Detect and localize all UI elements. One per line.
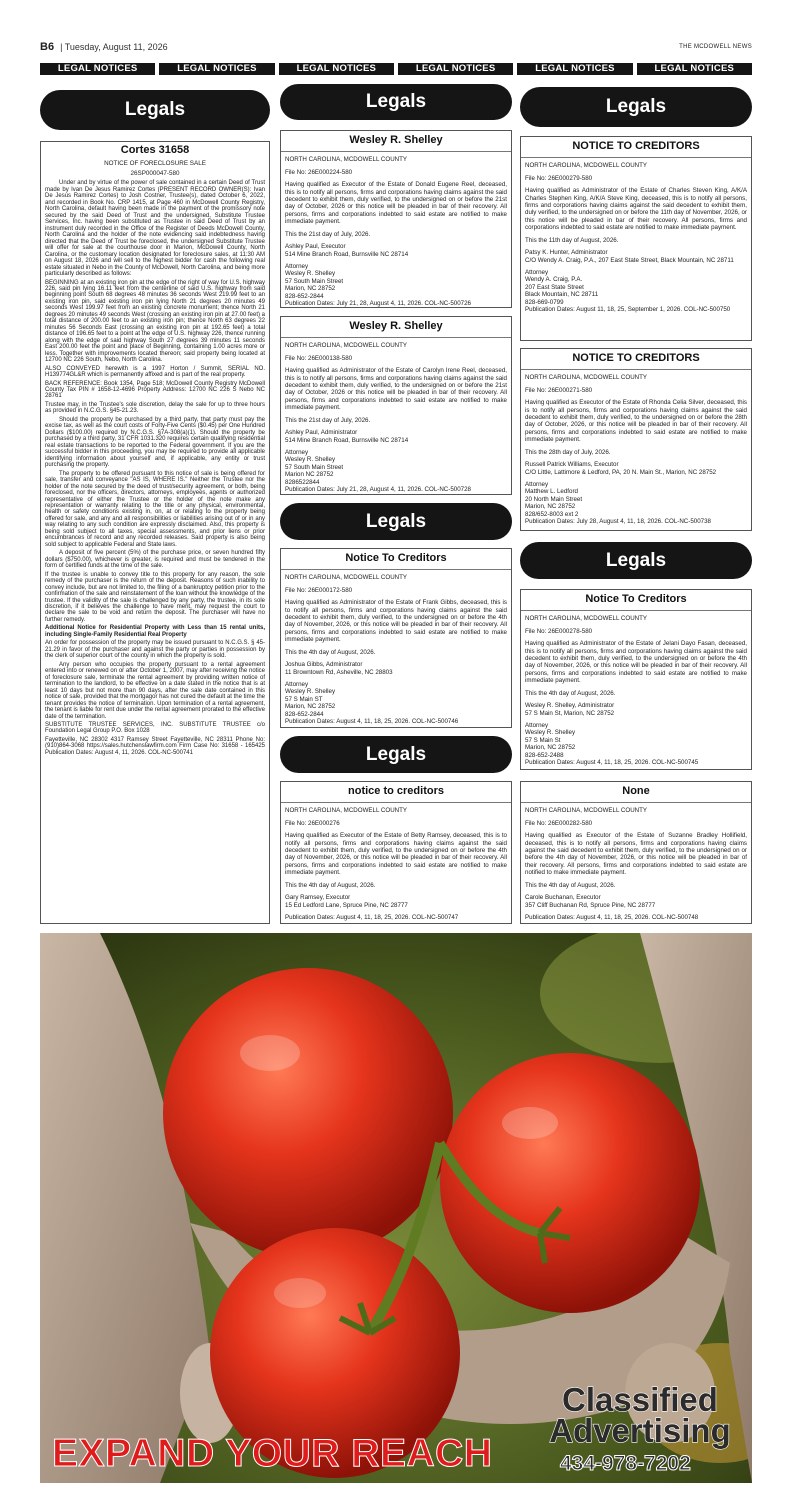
signer: Russell Patrick Williams, Executor: [525, 461, 619, 469]
publication-dates: Publication Dates: July 28, August 4, 11, 18, 2026. COL-NC-500738: [525, 518, 711, 526]
signer: Ashley Paul, Administrator: [285, 429, 358, 437]
attorney-label: Attorney: [285, 681, 309, 688]
attorney-phone: 828-669-0799: [525, 298, 564, 306]
notice-body: Having qualified as Executor of the Estate of Rhonda Celia Silver, deceased, this is to notify all persons, firms and corporations having claims against the said decedent to exhibit them, duly verified, to the undersigned on or before the 28th day of October, 2026, or this notice will be pleaded in bar of their recovery. All persons, firms and corporations indebted to said estate are notified to make immediate payment.: [525, 399, 747, 444]
signer: Carole Buchanan, Executor: [525, 894, 601, 902]
notice-paragraph: Any person who occupies the property pursuant to a rental agreement entered into or renewed on or after October 1, 2007, may after receiving the notice of foreclosure sale, terminate the rental agreement by providing written notice of termination to the landlord, to be effective on a date stated in the notice that is at least 10 days but not more than 90 days, after the sale date contained in this notice of sale, provided that the mortgagor has not cured the default at the time the tenant provides the notice of termination. Upon termination of a rental agreement, the tenant is liable for rent due under the rental agreement prorated to the effective date of the termination.: [45, 661, 265, 720]
attorney-address: 20 North Main Street: [525, 495, 583, 503]
file-number: File No: 26E000224-580: [285, 168, 353, 176]
notice-paragraph: ALSO CONVEYED herewith is a 1997 Horton / Summit, SERIAL NO. H139774GL&R which is permanently affixed and is part of the real property.: [45, 365, 265, 379]
ad-line: Classified: [562, 1381, 718, 1418]
signer-address: 57 S Main St, Marion, NC 28752: [525, 709, 615, 717]
legals-heading: Legals: [520, 87, 752, 127]
attorney-label: Attorney: [525, 722, 549, 729]
case-number: 26SP000047-580: [130, 169, 180, 177]
notice-date: This the 4th day of August, 2026.: [525, 881, 616, 889]
ad-tagline: EXPAND YOUR REACH: [52, 1432, 493, 1475]
notice-paragraph: Trustee may, in the Trustee's sole discretion, delay the sale for up to three hours as provided in N.C.G.S. §45-21.23.: [45, 401, 265, 415]
legals-heading: Legals: [40, 90, 270, 130]
notice-body: Having qualified as Executor of the Estate of Suzanne Bradley Hollifield, deceased, this is to notify all persons, firms and corporations having claims against the said decedent to exhibit them, duly verified, to the undersigned on or before the 4th day of November, 2026, or this notice will be pleaded in bar of their recovery. All persons, firms and corporations indebted to said estate are notified to make immediate payment.: [525, 832, 747, 877]
attorney-name: Wendy A. Craig, P.A.: [525, 276, 583, 284]
notice-body: Having qualified as Administrator of the Estate of Jelani Dayo Fasan, deceased, this is to notify all persons, firms and corporations having claims against the said decedent to exhibit them, duly verified, to the undersigned on or before the 4th day of November, 2026, or this notice will be pleaded in bar of their recovery. All persons, firms and corporations indebted to said estate are notified to make immediate payment.: [525, 640, 747, 685]
county-line: NORTH CAROLINA, MCDOWELL COUNTY: [285, 807, 408, 815]
section-bar: LEGAL NOTICES: [637, 63, 752, 75]
signer-address: 514 Mine Branch Road, Burnsville NC 28714: [285, 436, 409, 444]
notice-title: Wesley R. Shelley: [349, 134, 443, 146]
publication-dates: Publication Dates: July 21, 28, August 4, 11, 2026. COL-NC-500728: [285, 486, 471, 494]
file-number: File No: 26E000279-580: [525, 174, 593, 182]
page-header: [40, 40, 752, 54]
notice-paragraph: A deposit of five percent (5%) of the purchase price, or seven hundred fifty dollars ($750.00), whichever is greater, is required and must be tendered in the form of certified funds at the time of the sale.: [45, 550, 265, 570]
notice-title: NOTICE TO CREDITORS: [572, 352, 700, 364]
attorney-label: Attorney: [285, 263, 309, 270]
notice-date: This the 11th day of August, 2026.: [525, 236, 619, 244]
notice-body: Having qualified as Executor of the Estate of Donald Eugene Reel, deceased, this is to notify all persons, firms and corporations having claims against the said decedent to exhibit them, duly verified, to the undersigned on or before the 21st day of October, 2026 or this notice will be pleaded in bar of their recovery. All persons, firms and corporations indebted to said estate are notified to make immediate payment.: [285, 181, 507, 226]
notice-date: This the 4th day of August, 2026.: [285, 648, 376, 656]
notice-subtitle: NOTICE OF FORECLOSURE SALE: [104, 159, 206, 167]
file-number: File No: 26E000276: [285, 819, 340, 827]
attorney-label: Attorney: [525, 481, 549, 488]
notice-title: notice to creditors: [348, 785, 444, 797]
signer: Joshua Gibbs, Administrator: [285, 661, 363, 669]
notice-title: Notice To Creditors: [585, 593, 687, 605]
section-bar: LEGAL NOTICES: [40, 63, 155, 75]
notice-paragraph: Under and by virtue of the power of sale contained in a certain Deed of Trust made by Ivan De Jesus Ramirez Cortes (PRESENT RECORD OWNER(S): Ivan De Jesus Ramirez Cortes) to Josh Costner, Trustee(s), dated October 6, 2022, and recorded in Book No. CRP 1415, at Page 460 in McDowell County Registry, North Carolina, default having been made in the payment of the promissory note secured by the said Deed of Trust and the undersigned, Substitute Trustee Services, Inc. having been substituted as Trustee in said Deed of Trust by an instrument duly recorded in the Office of the Register of Deeds McDowell County, North Carolina and the holder of the note evidencing said indebtedness having directed that the Deed of Trust be foreclosed, the undersigned Substitute Trustee will offer for sale at the courthouse door in Marion, McDowell County, North Carolina, or the customary location designated for foreclosure sales, at 11:30 AM on August 18, 2026 and will sell to the highest bidder for cash the following real estate situated in Nebo in the County of McDowell, North Carolina, and being more particularly described as follows:: [45, 180, 265, 278]
notice-shelley-1: [280, 130, 512, 308]
county-line: NORTH CAROLINA, MCDOWELL COUNTY: [525, 374, 648, 382]
attorney-name: Wesley R. Shelley: [285, 688, 336, 696]
attorney-name: Wesley R. Shelley: [525, 729, 576, 737]
notice-date: This the 4th day of August, 2026.: [285, 881, 376, 889]
signer-address: 514 Mine Branch Road, Burnsville NC 28714: [285, 250, 409, 258]
notice-date: This the 21st day of July, 2026.: [285, 230, 371, 238]
attorney-address: 57 S Main ST: [285, 695, 323, 703]
notice-title: Wesley R. Shelley: [349, 320, 443, 332]
notice-paragraph: Additional Notice for Residential Property with Less than 15 rental units, including Single-Family Residential Real Property: [45, 625, 265, 638]
notice-body: Having qualified as Administrator of the Estate of Frank Gibbs, deceased, this is to notify all persons, firms and corporations having claims against the said decedent to exhibit them, duly verified, to the undersigned on or before the 4th day of November, 2026, or this notice will be pleaded in bar of their recovery. All persons, firms and corporations indebted to said estate are notified to make immediate payment.: [285, 599, 507, 644]
legals-heading: Legals: [280, 84, 512, 120]
attorney-phone: 828/652-8003 ext 2: [525, 510, 579, 518]
file-number: File No: 26E000172-580: [285, 586, 353, 594]
notice-body: Having qualified as Executor of the Estate of Betty Ramsey, deceased, this is to notify all persons, firms and corporations having claims against the said decedent to exhibit them, duly verified, to the undersigned on or before the 4th day of November, 2026, or this notice will be pleaded in bar of their recovery. All persons, firms and corporations indebted to said estate are notified to make immediate payment.: [285, 832, 507, 877]
ad-line: Advertising: [549, 1412, 731, 1449]
county-line: NORTH CAROLINA, MCDOWELL COUNTY: [285, 342, 408, 350]
notice-paragraph: An order for possession of the property may be issued pursuant to N.C.G.S. § 45-21.29 in favor of the purchaser and against the party or parties in possession by the clerk of superior court of the county in which the property is sold.: [45, 640, 265, 660]
file-number: File No: 26E000271-580: [525, 386, 593, 394]
notice-paragraph: BACK REFERENCE: Book 1354, Page 518; McDowell County Registry McDowell County Tax PIN # 1658-12-4696 Property Address: 12700 NC 226 S Nebo NC 28761: [45, 380, 265, 400]
signer-address: C/O Little, Lattimore & Ledford, PA, 20 N. Main St., Marion, NC 28752: [525, 468, 717, 476]
attorney-phone: 828-652-2488: [525, 751, 564, 759]
section-bar: LEGAL NOTICES: [159, 63, 274, 75]
attorney-name: Wesley R. Shelley: [285, 270, 336, 278]
attorney-address: 57 South Main Street: [285, 463, 344, 471]
signer-address: 15 Ed Ledford Lane, Spruce Pine, NC 28777: [285, 901, 408, 909]
notice-gibbs: [280, 548, 512, 728]
signer-address: 11 Browntown Rd, Asheville, NC 28803: [285, 668, 393, 676]
notice-shelley-2: [280, 316, 512, 495]
notice-paragraph: SUBSTITUTE TRUSTEE SERVICES, INC. SUBSTITUTE TRUSTEE c/o Foundation Legal Group P.O. Box 1028: [45, 721, 265, 735]
county-line: NORTH CAROLINA, MCDOWELL COUNTY: [285, 574, 408, 582]
file-number: File No: 26E000282-580: [525, 819, 593, 827]
notice-paragraph: Should the property be purchased by a third party, that party must pay the excise tax, as well as the court costs of Forty-Five Cents ($0.45) per One Hundred Dollars ($100.00) required by N.C.G.S. §7A-308(a)(1). Should the property be purchased by a third party, 31 CFR 1031.320 requires certain qualifying residential real estate transactions to be reported to the Federal government. If you are the successful bidder in this proceeding, you may be required to provide all applicable identifying information about yourself and, if applicable, any entity or trust purchasing the property.: [45, 416, 265, 469]
notice-king: [520, 136, 752, 341]
attorney-phone: 8286522844: [285, 478, 320, 486]
notice-paragraph: Fayetteville, NC 28302 4317 Ramsey Street Fayetteville, NC 28311 Phone No: (910)864-3068 https://sales.hutchenslawfirm.com Firm Case No: 31658 - 165425 Publication Dates: August 4, 11, 2026. COL-NC-500741: [45, 736, 265, 756]
notice-title: None: [622, 785, 650, 797]
ad-phone[interactable]: 434-978-7202: [560, 1452, 691, 1475]
attorney-name: Matthew L. Ledford: [525, 488, 578, 496]
attorney-address: 57 S Main St: [525, 736, 561, 744]
legals-heading: Legals: [280, 503, 512, 540]
classified-advertising-title: [540, 1381, 740, 1449]
attorney-address: 207 East State Street: [525, 283, 584, 291]
issue-date: | Tuesday, August 11, 2026: [60, 42, 168, 52]
publication-dates: Publication Dates: August 4, 11, 18, 25, 2026. COL-NC-500747: [285, 914, 459, 921]
page-number: B6: [40, 41, 55, 53]
notice-paragraph: BEGINNING at an existing iron pin at the edge of the right of way for U.S. highway 226, said pin lying 16.11 feet from the centerline of said U.S. highway from said beginning point South 68 degrees 48 minutes 36 seconds West 219.99 feet to an existing iron pin, said existing iron pin lying North 21 degrees 20 minutes 49 seconds West 199.97 feet from an existing concrete monument; thence North 21 degrees 20 minutes 49 seconds West (crossing an existing iron pin at 27.00 feet) a total distance of 200.00 feet to an existing iron pin; thence North 63 degrees 22 minutes 56 Seconds East (crossing an existing iron pin at 192.65 feet) a total distance of 196.65 feet to a point at the edge of U.S. highway 226, thence running along with the edge of said highway South 27 degrees 39 minutes 11 seconds East 200.00 feet the point and place of Beginning, containing 1.00 acres more or less. Together with improvements located thereon; said property being located at 12700 NC 226 South, Nebo, North Carolina.: [45, 279, 266, 364]
signer-address: C/O Wendy A. Craig, P.A., 207 East State Street, Black Mountain, NC 28711: [525, 256, 734, 264]
signer: Patsy K. Hunter, Administrator: [525, 249, 608, 257]
notice-silver: [520, 348, 752, 531]
publication-dates: Publication Dates: August 4, 11, 18, 25, 2026. COL-NC-500746: [285, 718, 459, 726]
signer: Ashley Paul, Executor: [285, 243, 346, 251]
publication-name: THE MCDOWELL NEWS: [679, 44, 752, 50]
section-bar: LEGAL NOTICES: [279, 63, 394, 75]
attorney-address: 57 South Main Street: [285, 277, 344, 285]
county-line: NORTH CAROLINA, MCDOWELL COUNTY: [525, 807, 648, 815]
section-bars: [40, 63, 752, 75]
notice-hollifield: [520, 781, 752, 924]
notice-date: This the 4th day of August, 2026.: [525, 689, 616, 697]
signer: Gary Ramsey, Executor: [285, 894, 351, 902]
attorney-name: Wesley R. Shelley: [285, 456, 336, 464]
notice-title: NOTICE TO CREDITORS: [572, 140, 700, 152]
attorney-city: Marion, NC 28752: [525, 744, 576, 752]
notice-ramsey: [280, 781, 512, 924]
notice-paragraph: The property to be offered pursuant to this notice of sale is being offered for sale, transfer and conveyance "AS IS, WHERE IS." Neither the Trustee nor the holder of the note secured by the deed of trust/security agreement, or both, being foreclosed, nor the officers, directors, attorneys, employees, agents or authorized representative of either the Trustee or the holder of the note make any representation or warranty relating to the title or any physical, environmental, health or safety conditions existing in, on, at or relating to the property being offered for sale, and any and all responsibilities or liabilities arising out of or in any way relating to any such condition are expressly disclaimed. Also, this property is being sold subject to all taxes, special assessments, and prior liens or prior encumbrances of record and any recorded releases. Said property is also being sold subject to applicable Federal and State laws.: [45, 470, 265, 548]
notice-title: Notice To Creditors: [345, 552, 447, 564]
county-line: NORTH CAROLINA, MCDOWELL COUNTY: [525, 615, 648, 623]
publication-dates: Publication Dates: August 4, 11, 18, 25, 2026. COL-NC-500745: [525, 759, 699, 767]
publication-dates: Publication Dates: August 4, 11, 18, 25, 2026. COL-NC-500748: [525, 914, 699, 921]
notice-title: Cortes 31658: [120, 144, 190, 156]
attorney-phone: 828-652-2844: [285, 292, 324, 300]
file-number: File No: 26E000138-580: [285, 354, 353, 362]
notice-date: This the 21st day of July, 2026.: [285, 416, 371, 424]
notice-paragraph: If the trustee is unable to convey title to this property for any reason, the sole remedy of the purchaser is the return of the deposit. Reasons of such inability to convey include, but are not limited to, the filing of a bankruptcy petition prior to the confirmation of the sale and reinstatement of the loan without the knowledge of the trustee. If the validity of the sale is challenged by any party, the trustee, in its sole discretion, if it believes the challenge to have merit, may request the court to declare the sale to be void and return the deposit. The purchaser will have no further remedy.: [45, 571, 265, 623]
file-number: File No: 26E000278-580: [525, 627, 593, 635]
attorney-city: Marion, NC 28752: [285, 703, 336, 711]
attorney-city: Black Mountain, NC 28711: [525, 291, 599, 299]
section-bar: LEGAL NOTICES: [517, 63, 632, 75]
county-line: NORTH CAROLINA, MCDOWELL COUNTY: [525, 162, 648, 170]
notice-fasan: [520, 589, 752, 770]
legals-heading: Legals: [280, 736, 512, 773]
notice-cortes: [40, 141, 270, 924]
attorney-label: Attorney: [285, 449, 309, 456]
county-line: NORTH CAROLINA, MCDOWELL COUNTY: [285, 156, 408, 164]
notice-body: Having qualified as Administrator of the Estate of Carolyn Irene Reel, deceased, this is to notify all persons, firms and corporations having claims against the said decedent to exhibit them, duly verified, to the undersigned on or before the 21st day of October, 2026 or this notice will be pleaded in bar of their recovery. All persons, firms and corporations indebted to said estate are notified to make immediate payment.: [285, 367, 507, 412]
legals-heading: Legals: [520, 542, 752, 579]
publication-dates: Publication Dates: August 11, 18, 25, September 1, 2026. COL-NC-500750: [525, 306, 731, 314]
signer-address: 357 Cliff Buchanan Rd, Spruce Pine, NC 28777: [525, 901, 656, 909]
attorney-label: Attorney: [525, 269, 549, 276]
attorney-city: Marion, NC 28752: [525, 503, 576, 511]
notice-date: This the 28th day of July, 2026.: [525, 448, 611, 456]
signer: Wesley R. Shelley, Administrator: [525, 702, 615, 710]
attorney-phone: 828-652-2844: [285, 710, 324, 718]
attorney-city: Marion, NC 28752: [285, 285, 336, 293]
publication-dates: Publication Dates: July 21, 28, August 4, 11, 2026. COL-NC-500726: [285, 300, 471, 308]
section-bar: LEGAL NOTICES: [398, 63, 513, 75]
notice-body: Having qualified as Administrator of the Estate of Charles Steven King, A/K/A Charles Stephen King, A/K/A Steve King, deceased, this is to notify all persons, firms and corporations having claims against the said decedent to exhibit them, duly verified, to the undersigned on or before the 11th day of November, 2026, or this notice will be pleaded in bar of their recovery. All persons, firms and corporations indebted to said estate are notified to make immediate payment.: [525, 187, 747, 232]
attorney-city: Marion NC 28752: [285, 471, 334, 479]
